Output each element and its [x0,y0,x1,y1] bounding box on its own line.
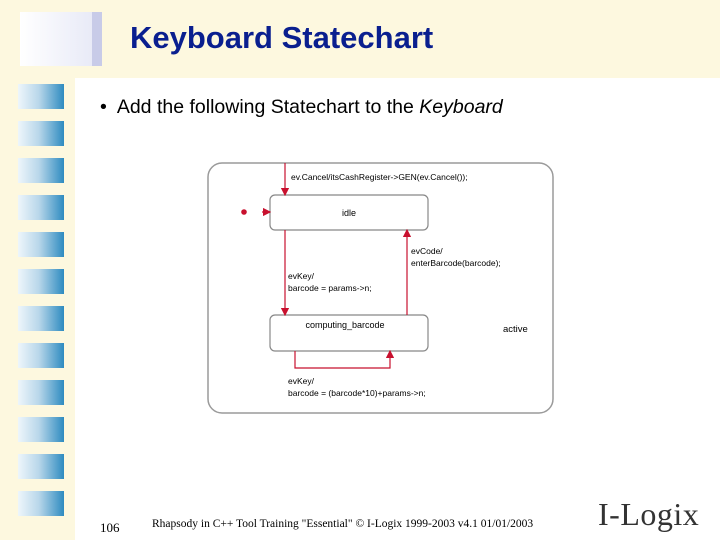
stripe-decoration [18,454,64,479]
code-transition-action: enterBarcode(barcode); [411,258,501,268]
computing-state-label: computing_barcode [305,320,385,330]
initial-state-marker [241,209,247,215]
company-logo: I-Logix [598,496,700,532]
key-self-transition-action: barcode = (barcode*10)+params->n; [288,388,426,398]
stripe-decoration [18,306,64,331]
page-number: 106 [100,520,120,535]
header-decoration [20,12,100,66]
key-transition-action: barcode = params->n; [288,283,372,293]
stripe-decoration [18,121,64,146]
active-state-label: active [503,324,528,335]
bullet-emphasis: Keyboard [419,96,503,118]
slide-title: Keyboard Statechart [130,20,434,55]
code-transition-trigger: evCode/ [411,246,443,256]
bullet-point [100,96,503,119]
bullet-icon: • [100,96,107,118]
stripe-decoration [18,491,64,516]
footer-text: Rhapsody in C++ Tool Training "Essential" © I-Logix 1999-2003 v4.1 01/01/2003 [152,518,534,530]
cancel-transition-label: ev.Cancel/itsCashRegister->GEN(ev.Cancel()); [291,172,468,182]
statechart-diagram [200,155,560,415]
stripe-decoration [18,417,64,442]
key-self-transition-trigger: evKey/ [288,376,314,386]
stripe-decoration [18,343,64,368]
bullet-text: Add the following Statechart to the [116,96,420,118]
header-decoration-bar [92,12,102,66]
stripe-decoration [18,158,64,183]
stripe-decoration [18,269,64,294]
stripe-decoration [18,84,64,109]
stripe-decoration [18,380,64,405]
idle-state-label: idle [341,208,357,218]
stripe-decoration [18,195,64,220]
stripe-decoration [18,232,64,257]
key-transition-trigger: evKey/ [288,271,314,281]
